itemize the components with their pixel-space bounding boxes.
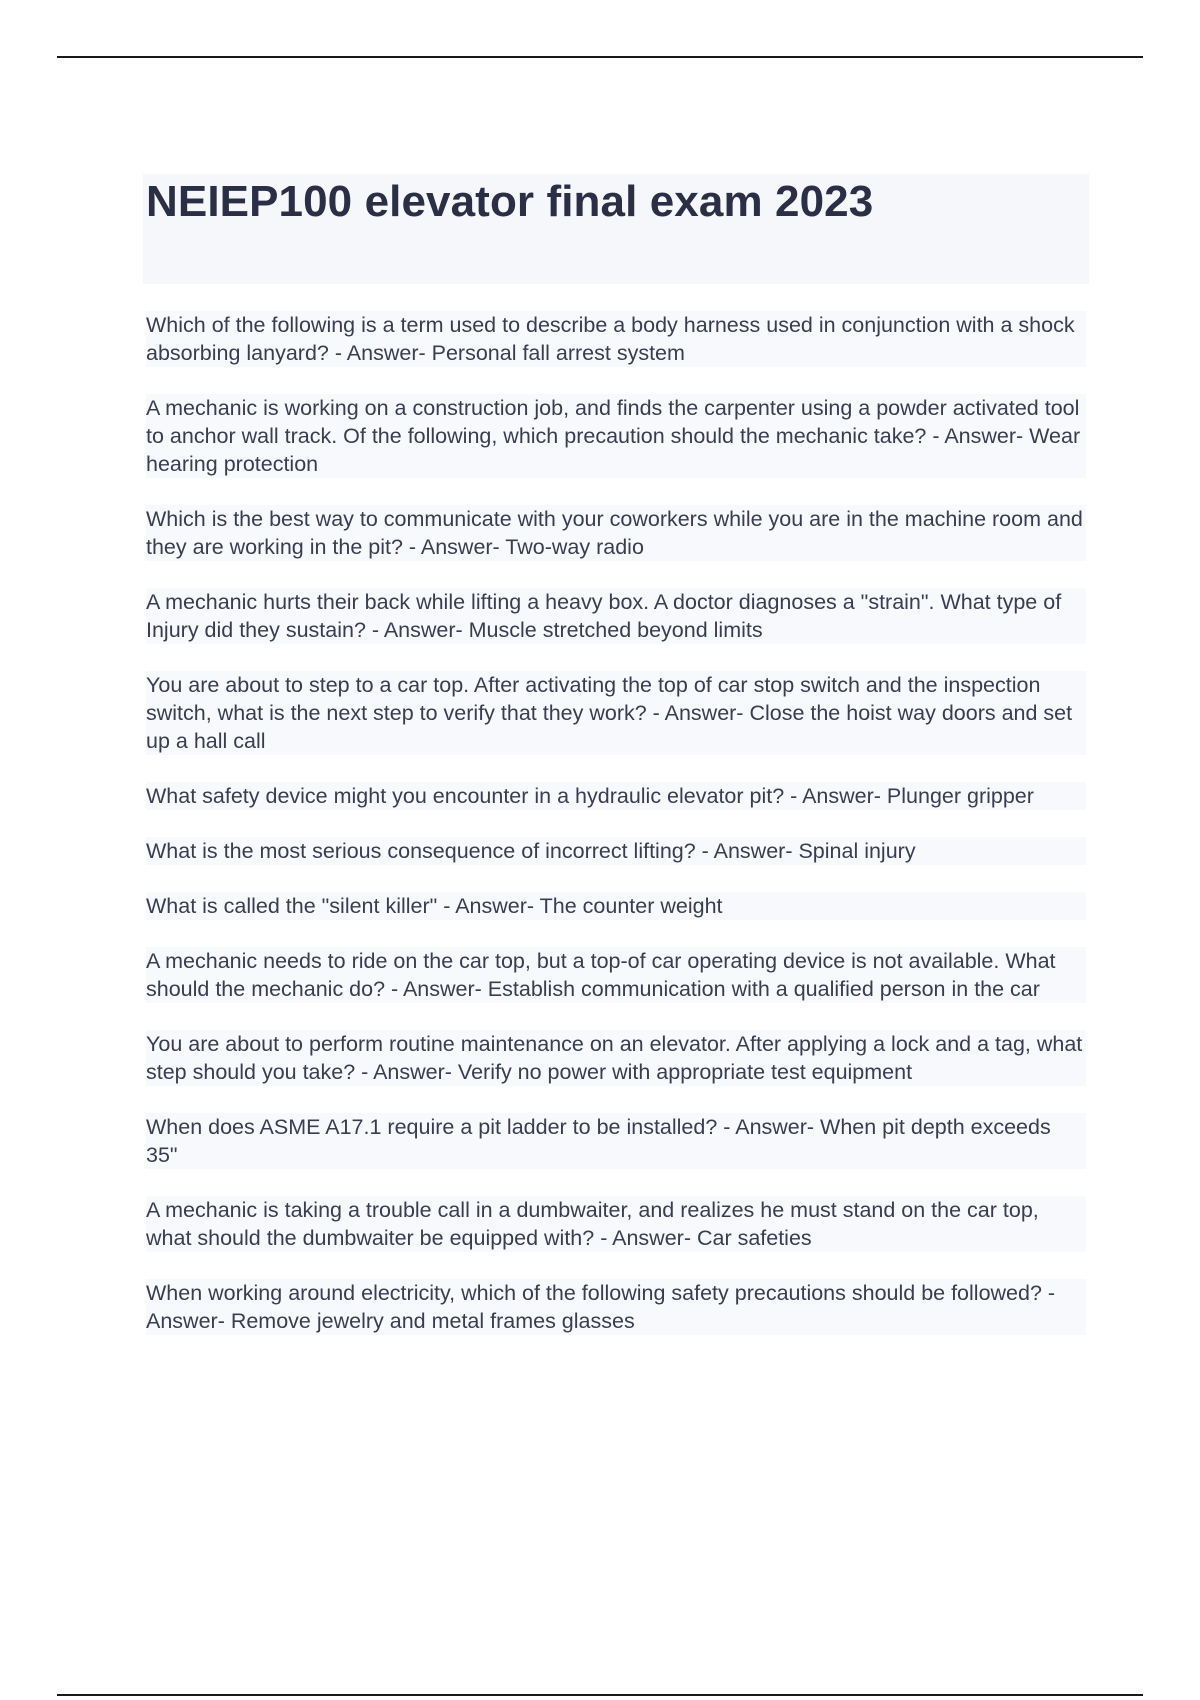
qa-item: You are about to perform routine maintenance on an elevator. After applying a lock and a tag, what step should you take? - Answer- Verify no power with appropriate test equipment <box>146 1030 1086 1086</box>
qa-list <box>146 311 1086 1362</box>
qa-item: What is called the "silent killer" - Answer- The counter weight <box>146 892 1086 920</box>
qa-item: A mechanic is working on a construction job, and finds the carpenter using a powder activated tool to anchor wall track. Of the following, which precaution should the mechanic take? - Answer- Wear hearing protection <box>146 394 1086 478</box>
qa-item: Which of the following is a term used to describe a body harness used in conjunction with a shock absorbing lanyard? - Answer- Personal fall arrest system <box>146 311 1086 367</box>
qa-item: What is the most serious consequence of incorrect lifting? - Answer- Spinal injury <box>146 837 1086 865</box>
qa-item: When working around electricity, which of the following safety precautions should be followed? - Answer- Remove jewelry and metal frames glasses <box>146 1279 1086 1335</box>
qa-item: Which is the best way to communicate with your coworkers while you are in the machine room and they are working in the pit? - Answer- Two-way radio <box>146 505 1086 561</box>
page-title: NEIEP100 elevator final exam 2023 <box>146 177 874 226</box>
qa-item: What safety device might you encounter in a hydraulic elevator pit? - Answer- Plunger gripper <box>146 782 1086 810</box>
qa-item: A mechanic needs to ride on the car top, but a top-of car operating device is not available. What should the mechanic do? - Answer- Establish communication with a qualified person in the car <box>146 947 1086 1003</box>
qa-item: A mechanic is taking a trouble call in a dumbwaiter, and realizes he must stand on the car top, what should the dumbwaiter be equipped with? - Answer- Car safeties <box>146 1196 1086 1252</box>
bottom-rule <box>57 1694 1143 1696</box>
qa-item: A mechanic hurts their back while lifting a heavy box. A doctor diagnoses a "strain". What type of Injury did they sustain? - Answer- Muscle stretched beyond limits <box>146 588 1086 644</box>
qa-item: When does ASME A17.1 require a pit ladder to be installed? - Answer- When pit depth exceeds 35" <box>146 1113 1086 1169</box>
top-rule <box>57 56 1143 58</box>
qa-item: You are about to step to a car top. After activating the top of car stop switch and the inspection switch, what is the next step to verify that they work? - Answer- Close the hoist way doors and set up a hall call <box>146 671 1086 755</box>
